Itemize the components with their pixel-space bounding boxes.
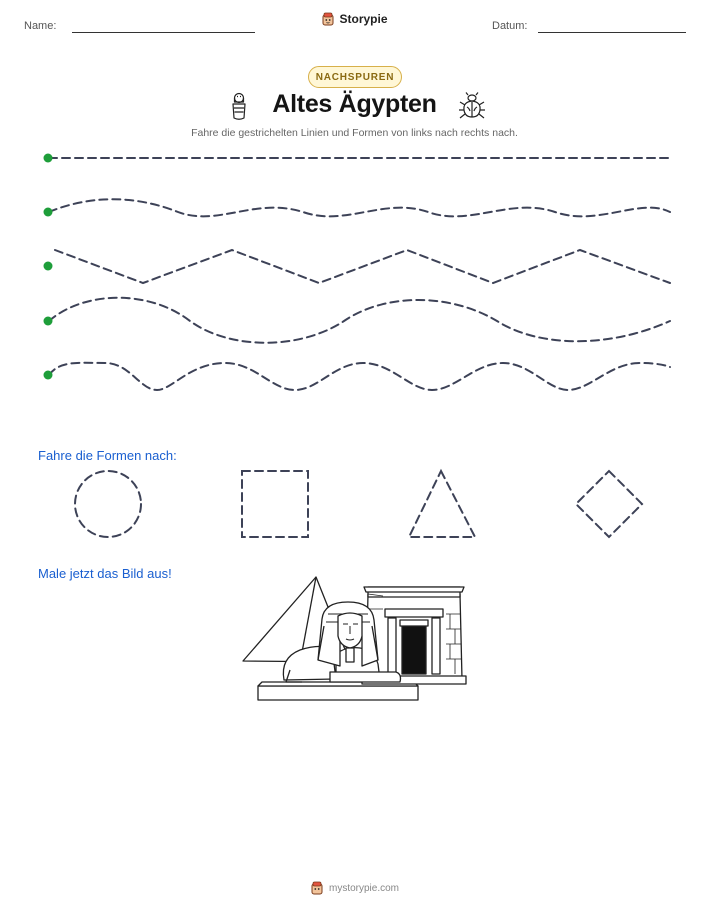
name-label: Name: — [24, 20, 57, 32]
tracing-line-smooth-wave[interactable] — [49, 199, 670, 216]
footer — [0, 881, 709, 900]
tracing-line-zigzag[interactable] — [55, 250, 670, 283]
sphinx-plinth-drawing — [258, 686, 418, 700]
start-dot — [44, 371, 53, 380]
sphinx-pyramid-temple-illustration — [0, 574, 709, 704]
temple-drawing — [364, 587, 464, 679]
date-label: Datum: — [492, 20, 528, 32]
trace-circle-shape[interactable] — [75, 471, 141, 537]
scarab-icon — [458, 92, 486, 120]
instruction-text: Fahre die gestrichelten Linien und Formen von links nach rechts nach. — [191, 127, 518, 139]
trace-square-shape[interactable] — [242, 471, 308, 537]
start-dot — [44, 154, 53, 163]
brand-name: Storypie — [339, 12, 388, 26]
activity-badge: NACHSPUREN — [308, 66, 402, 88]
tracing-lines-area — [0, 145, 709, 395]
tracing-line-deep-wave[interactable] — [49, 298, 670, 343]
brand-header — [0, 12, 709, 31]
tracing-line-bumpy-wave[interactable] — [49, 363, 670, 390]
trace-triangle-shape[interactable] — [409, 471, 475, 537]
name-field-line[interactable] — [72, 32, 255, 33]
date-field-line[interactable] — [538, 32, 686, 33]
shapes-section-label: Fahre die Formen nach: — [38, 448, 177, 463]
storypie-logo-icon — [321, 12, 335, 26]
start-dot — [44, 262, 53, 271]
footer-url[interactable]: mystorypie.com — [328, 882, 399, 894]
tracing-shapes-area — [0, 466, 709, 546]
trace-diamond-shape[interactable] — [576, 471, 642, 537]
coloring-section-label: Male jetzt das Bild aus! — [38, 566, 172, 581]
page-title: Altes Ägypten — [272, 90, 437, 118]
start-dot — [44, 208, 53, 217]
start-dot — [44, 317, 53, 326]
storypie-logo-icon — [310, 881, 324, 895]
